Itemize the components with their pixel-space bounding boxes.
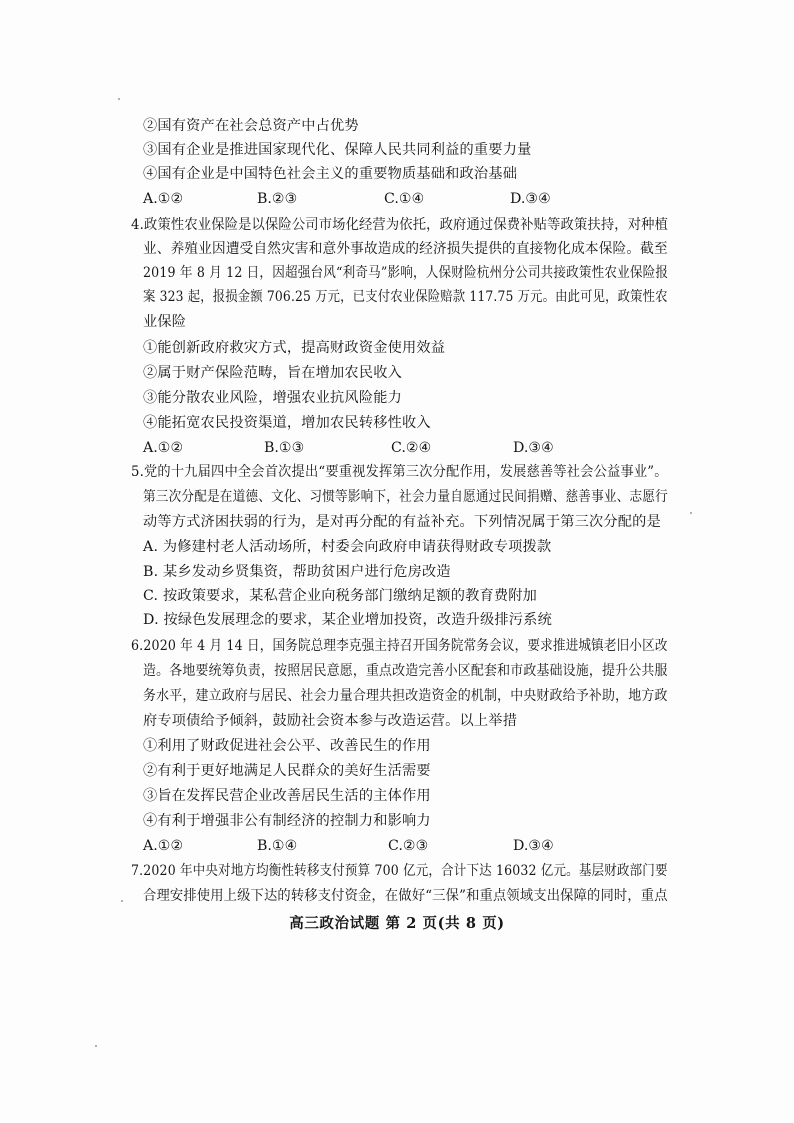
q6-statement-4: ④有利于增强非公有制经济的控制力和影响力 — [143, 813, 431, 829]
q4-stem-line: 案 323 起，报损金额 706.25 万元，已支付农业保险赔款 117.75 万元。由此可见，政策性农 — [143, 289, 668, 305]
q4-statement-2: ②属于财产保险范畴，旨在增加农民收入 — [143, 365, 402, 381]
q3-statement-4: ④国有企业是中国特色社会主义的重要物质基础和政治基础 — [143, 166, 518, 182]
q4-stem-line: 2019 年 8 月 12 日，因超强台风“利奇马”影响，人保财险杭州分公司共接政策性农业保险报 — [143, 265, 669, 281]
scan-speck — [121, 900, 123, 902]
q4-option-d: D.③④ — [513, 440, 554, 456]
scan-speck — [118, 98, 120, 100]
q4-option-a: A.①② — [143, 440, 184, 456]
page-footer: 高三政治试题 第 2 页(共 8 页) — [289, 915, 505, 932]
q4-stem-line: 业保险 — [143, 314, 187, 330]
q3-option-a: A.①② — [143, 191, 184, 207]
q7-stem-line: 7.2020 年中央对地方均衡性转移支付预算 700 亿元，合计下达 16032 亿元。基层财政部门要 — [131, 863, 668, 879]
scan-speck — [690, 512, 692, 514]
q6-statement-1: ①利用了财政促进社会公平、改善民生的作用 — [143, 738, 431, 754]
q6-stem-line: 府专项债给予倾斜，鼓励社会资本参与改造运营。以上举措 — [143, 713, 518, 729]
q6-option-a: A.①② — [143, 838, 184, 854]
q3-options — [143, 187, 643, 211]
q6-options — [143, 834, 643, 858]
q4-option-b: B.①③ — [264, 440, 305, 456]
q5-stem-line: 5.党的十九届四中全会首次提出“要重视发挥第三次分配作用，发展慈善等社会公益事业”。 — [131, 464, 668, 480]
q6-option-b: B.①④ — [257, 838, 298, 854]
q4-stem-line: 4.政策性农业保险是以保险公司市场化经营为依托，政府通过保费补贴等政策扶持，对种植 — [131, 217, 669, 233]
q5-choice-c: C. 按政策要求，某私营企业向税务部门缴纳足额的教育费附加 — [143, 588, 538, 604]
q4-option-c: C.②④ — [391, 440, 432, 456]
q6-stem-line: 务水平，建立政府与居民、社会力量合理共担改造资金的机制，中央财政给予补助，地方政 — [143, 688, 668, 704]
scan-speck — [95, 1045, 97, 1047]
q3-statement-2: ②国有资产在社会总资产中占优势 — [143, 118, 359, 134]
q5-choice-b: B. 某乡发动乡贤集资，帮助贫困户进行危房改造 — [143, 564, 451, 580]
q3-option-b: B.②③ — [257, 191, 298, 207]
q3-option-c: C.①④ — [384, 191, 425, 207]
q6-statement-2: ②有利于更好地满足人民群众的美好生活需要 — [143, 763, 431, 779]
q4-stem-line: 业、养殖业因遭受自然灾害和意外事故造成的经济损失提供的直接物化成本保险。截至 — [143, 241, 668, 257]
q6-statement-3: ③旨在发挥民营企业改善居民生活的主体作用 — [143, 788, 431, 804]
q5-stem-line: 第三次分配是在道德、文化、习惯等影响下，社会力量自愿通过民间捐赠、慈善事业、志愿行 — [143, 489, 668, 505]
q4-statement-3: ③能分散农业风险，增强农业抗风险能力 — [143, 390, 402, 406]
q3-statement-3: ③国有企业是推进国家现代化、保障人民共同利益的重要力量 — [143, 142, 532, 158]
q6-stem-line: 6.2020 年 4 月 14 日，国务院总理李克强主持召开国务院常务会议，要求推进城镇老旧小区改 — [131, 638, 668, 654]
q5-stem-line: 动等方式济困扶弱的行为，是对再分配的有益补充。下列情况属于第三次分配的是 — [143, 514, 661, 530]
q6-stem-line: 造。各地要统筹负责，按照居民意愿，重点改造完善小区配套和市政基础设施，提升公共服 — [143, 663, 668, 679]
q3-option-d: D.③④ — [510, 191, 551, 207]
q4-statement-4: ④能拓宽农民投资渠道，增加农民转移性收入 — [143, 415, 431, 431]
q4-options — [143, 436, 643, 460]
q6-option-c: C.②③ — [388, 838, 429, 854]
q5-choice-d: D. 按绿色发展理念的要求，某企业增加投资，改造升级排污系统 — [143, 612, 552, 628]
q5-choice-a: A. 为修建村老人活动场所，村委会向政府申请获得财政专项拨款 — [143, 539, 552, 555]
q4-statement-1: ①能创新政府救灾方式，提高财政资金使用效益 — [143, 340, 446, 356]
q6-option-d: D.③④ — [513, 838, 554, 854]
q7-stem-line: 合理安排使用上级下达的转移支付资金，在做好“三保”和重点领域支出保障的同时，重点 — [143, 888, 668, 904]
